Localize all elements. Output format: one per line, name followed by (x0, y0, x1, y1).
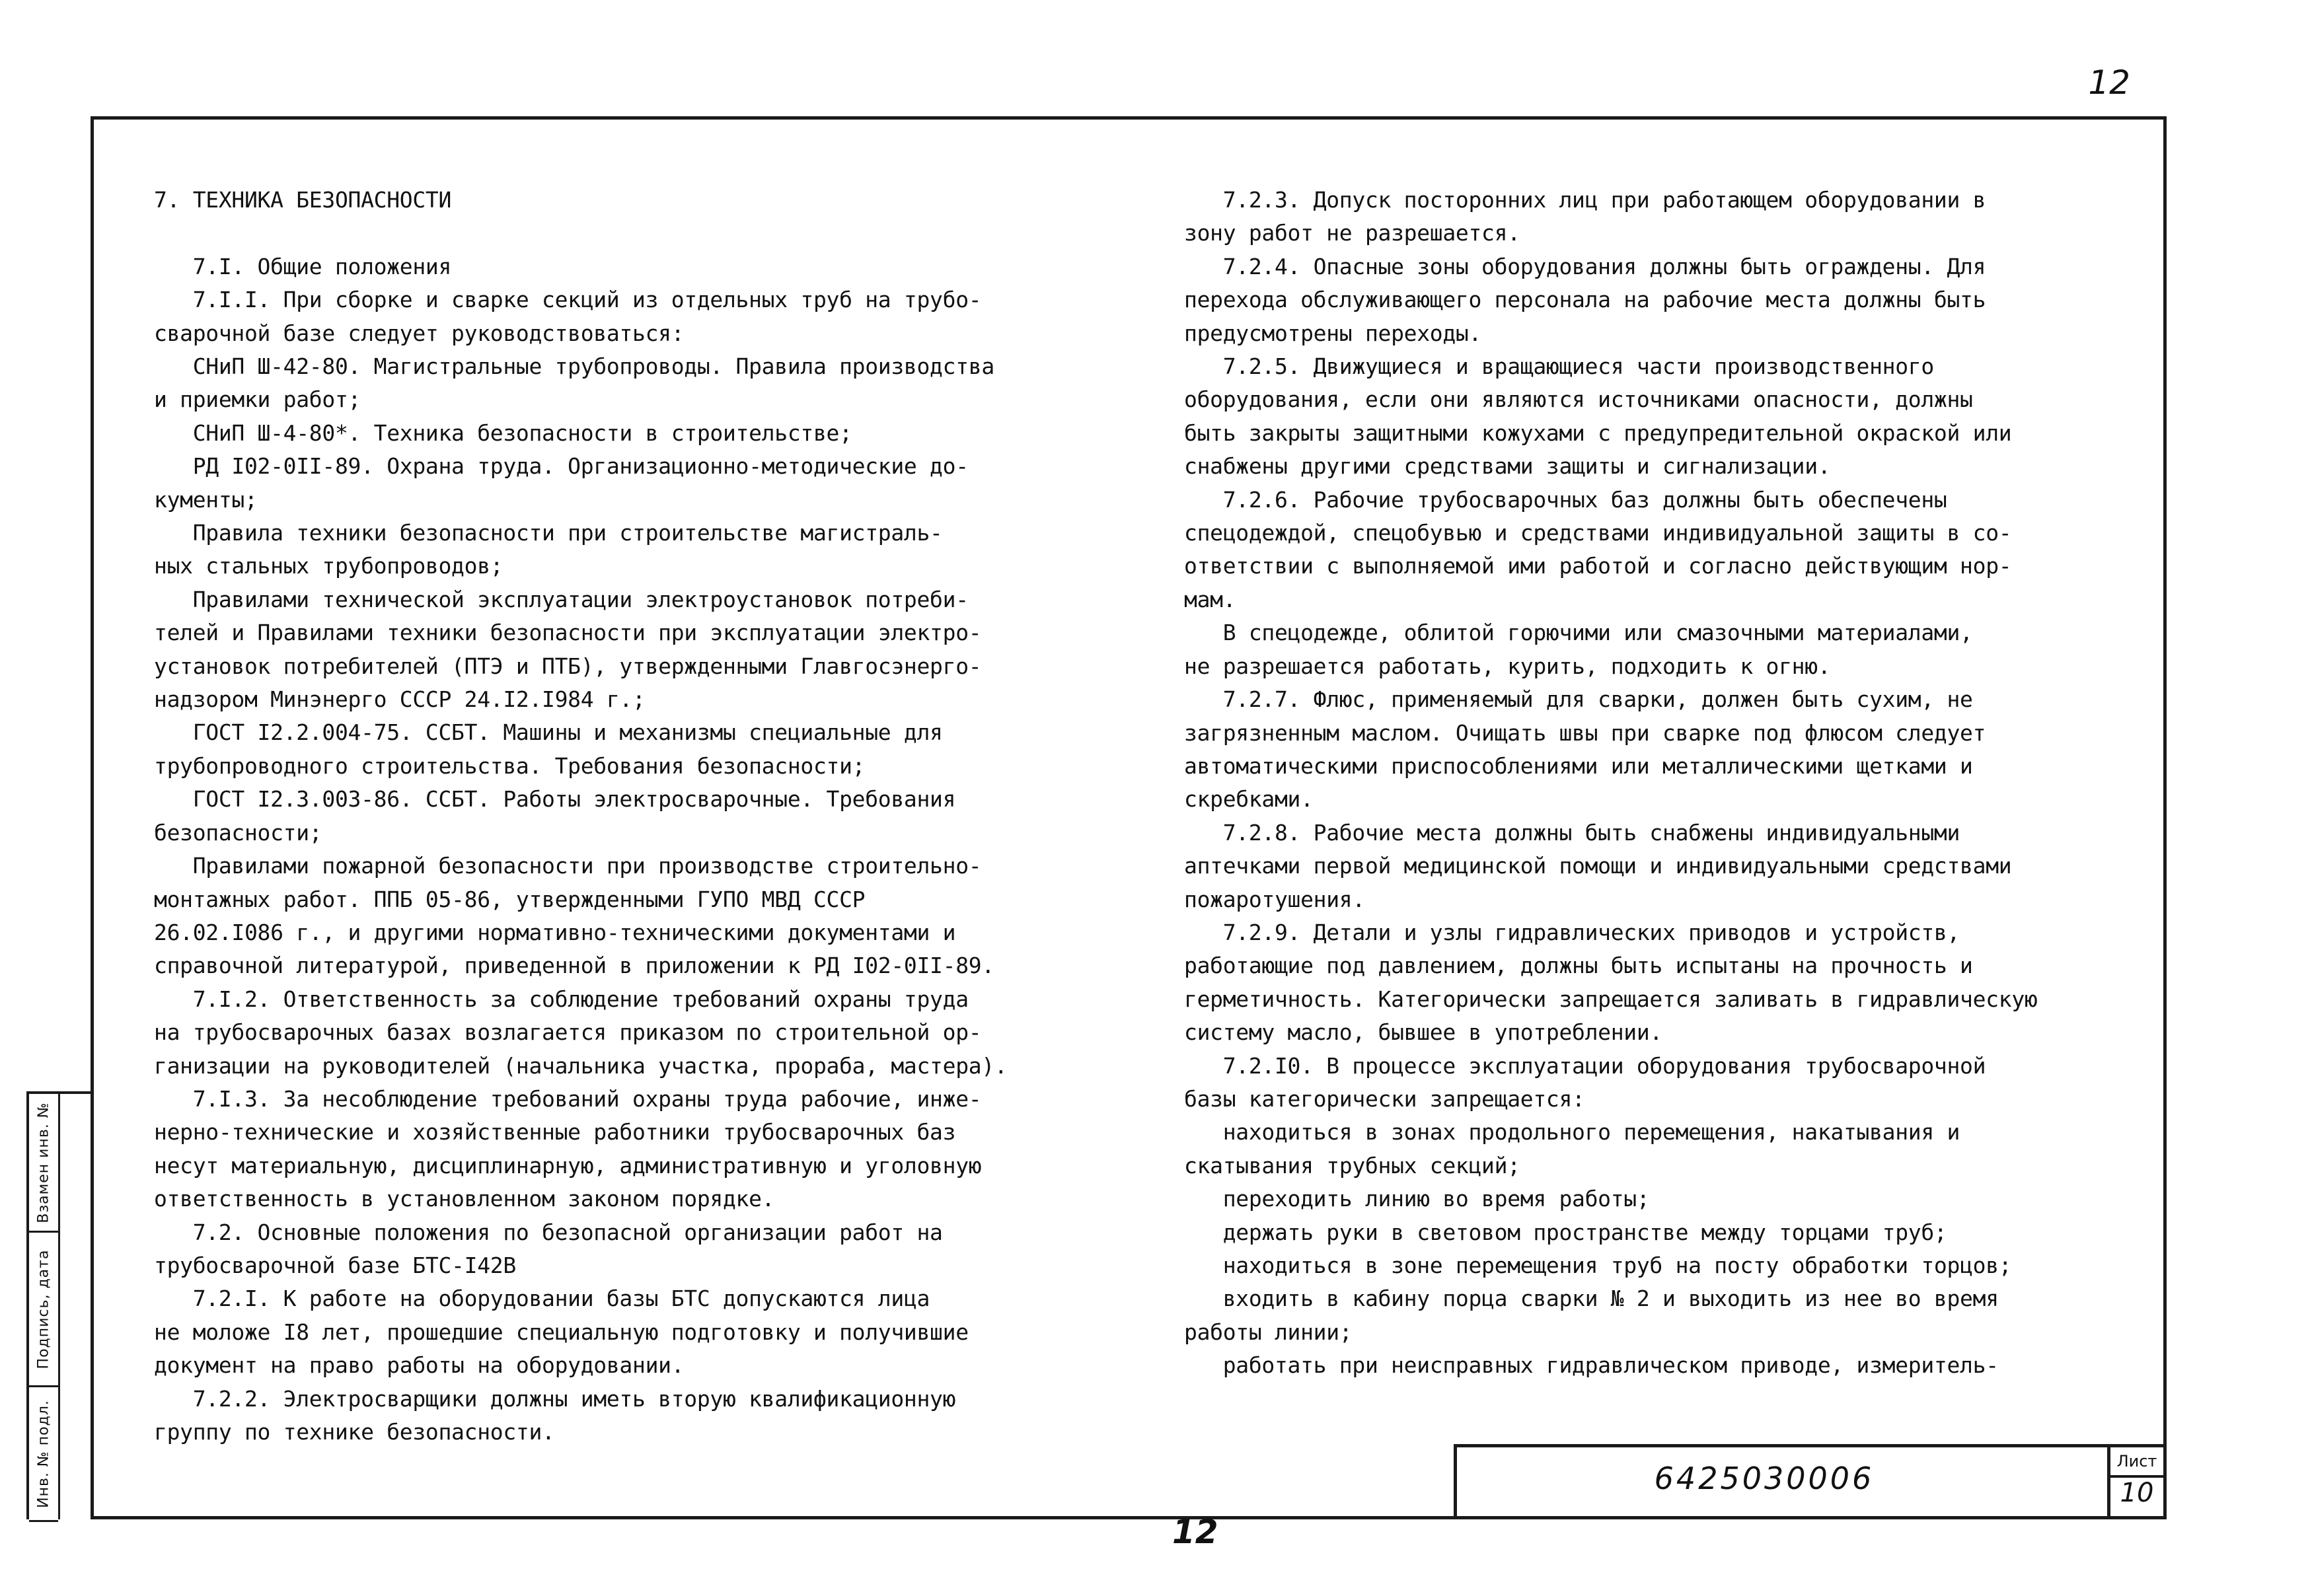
left-column-line: не моложе I8 лет, прошедшие специальную подготовку и получившие (154, 1319, 969, 1345)
right-column-line: систему масло, бывшее в употреблении. (1184, 1019, 1663, 1046)
right-column-line: пожаротушения. (1184, 886, 1365, 912)
left-column-line: трубосварочной базе БТС-I42В (154, 1252, 516, 1278)
right-column-line: не разрешается работать, курить, подходить к огню. (1184, 653, 1831, 679)
side-label-replacement: Взамен инв. № (35, 1101, 52, 1223)
document-code: 6425030006 (1654, 1461, 1875, 1496)
right-column-line: 7.2.6. Рабочие трубосварочных баз должны быть обеспечены (1184, 486, 1947, 513)
left-column-line: 7.I.I. При сборке и сварке секций из отдельных труб на трубо- (154, 287, 982, 313)
sheet-cell (2107, 1447, 2163, 1516)
left-column-line: на трубосварочных базах возлагается приказом по строительной ор- (154, 1019, 982, 1046)
left-column-line: 7.2.I. К работе на оборудовании базы БТС допускаются лица (154, 1286, 930, 1312)
side-strip-divider (58, 1094, 60, 1519)
left-column-line: установок потребителей (ПТЭ и ПТБ), утвержденными Главгосэнерго- (154, 653, 982, 679)
left-column-line: сварочной базе следует руководствоваться: (154, 320, 685, 346)
left-column-line: Правилами пожарной безопасности при производстве строительно- (154, 853, 982, 879)
left-column-line: СНиП Ш-4-80*. Техника безопасности в строительстве; (154, 419, 852, 446)
side-label-signature: Подпись, дата (35, 1249, 52, 1369)
left-column-line: 7.I.2. Ответственность за соблюдение требований охраны труда (154, 986, 969, 1012)
left-column-line: ГОСТ I2.2.004-75. ССБТ. Машины и механизмы специальные для (154, 719, 943, 746)
left-column-line: монтажных работ. ППБ 05-86, утвержденными ГУПО МВД СССР (154, 886, 866, 912)
right-column-line: предусмотрены переходы. (1184, 320, 1482, 346)
right-column-line: 7.2.9. Детали и узлы гидравлических приводов и устройств, (1184, 919, 1960, 945)
right-column-line: загрязненным маслом. Очищать швы при сварке под флюсом следует (1184, 719, 1986, 746)
right-column-line: 7.2.5. Движущиеся и вращающиеся части производственного (1184, 353, 1934, 380)
left-column-line: ГОСТ I2.3.003-86. ССБТ. Работы электросварочные. Требования (154, 786, 956, 813)
right-column-line: быть закрыты защитными кожухами с предупредительной окраской или (1184, 419, 2012, 446)
page-bottom-number: 12 (1172, 1513, 1218, 1551)
title-block-stamp (1454, 1444, 2163, 1516)
right-column-line: спецодеждой, спецобувью и средствами индивидуальной защиты в со- (1184, 520, 2012, 546)
left-column-line: 26.02.I086 г., и другими нормативно-техническими документами и (154, 919, 956, 945)
left-column-line: безопасности; (154, 819, 322, 846)
right-column-line: перехода обслуживающего персонала на рабочие места должны быть (1184, 287, 1986, 313)
right-column-line: снабжены другими средствами защиты и сигнализации. (1184, 453, 1831, 480)
right-column-line: 7.2.4. Опасные зоны оборудования должны быть ограждены. Для (1184, 253, 1986, 279)
right-column-line: 7.2.3. Допуск посторонних лиц при работающем оборудовании в (1184, 187, 1986, 213)
left-text-column (154, 184, 1007, 1449)
left-column-line: 7. ТЕХНИКА БЕЗОПАСНОСТИ (154, 187, 452, 213)
right-column-line: В спецодежде, облитой горючими или смазочными материалами, (1184, 620, 1973, 646)
left-column-line: 7.2.2. Электросварщики должны иметь вторую квалификационную (154, 1385, 956, 1412)
right-column-line: оборудования, если они являются источниками опасности, должны (1184, 386, 1973, 413)
left-column-line: нерно-технические и хозяйственные работники трубосварочных баз (154, 1119, 956, 1145)
right-column-line: базы категорически запрещается: (1184, 1085, 1585, 1112)
right-column-line: аптечками первой медицинской помощи и индивидуальными средствами (1184, 853, 2012, 879)
right-column-line: работающие под давлением, должны быть испытаны на прочность и (1184, 953, 1973, 979)
right-column-line: держать руки в световом пространстве между торцами труб; (1184, 1219, 1947, 1245)
left-column-line: ганизации на руководителей (начальника участка, прораба, мастера). (154, 1052, 1008, 1079)
left-column-line: ных стальных трубопроводов; (154, 553, 503, 579)
sheet-label: Лист (2110, 1447, 2163, 1478)
right-column-line: скребками. (1184, 786, 1314, 813)
left-column-line: несут материальную, дисциплинарную, административную и уголовную (154, 1152, 982, 1179)
right-column-line: 7.2.8. Рабочие места должны быть снабжены индивидуальными (1184, 819, 1960, 846)
right-column-line: переходить линию во время работы; (1184, 1186, 1650, 1212)
left-column-line: 7.I. Общие положения (154, 253, 452, 279)
left-column-line: СНиП Ш-42-80. Магистральные трубопроводы. Правила производства (154, 353, 994, 380)
right-column-line: работать при неисправных гидравлическом приводе, измеритель- (1184, 1352, 1999, 1379)
side-cell-signature (29, 1233, 58, 1387)
left-column-line (154, 217, 1007, 250)
left-column-line: ответственность в установленном законом порядке. (154, 1186, 775, 1212)
right-column-line: 7.2.7. Флюс, применяемый для сварки, должен быть сухим, не (1184, 686, 1973, 713)
right-column-line: находиться в зонах продольного перемещения, накатывания и (1184, 1119, 1960, 1145)
right-text-column (1184, 184, 2037, 1383)
page-corner-number: 12 (2088, 63, 2130, 102)
left-column-line: надзором Минэнерго СССР 24.I2.I984 г.; (154, 686, 646, 713)
left-column-line: справочной литературой, приведенной в приложении к РД I02-0II-89. (154, 953, 994, 979)
right-column-line: автоматическими приспособлениями или металлическими щетками и (1184, 752, 1973, 779)
right-column-line: входить в кабину порца сварки № 2 и выходить из нее во время (1184, 1286, 1999, 1312)
left-column-line: РД I02-0II-89. Охрана труда. Организационно-методические до- (154, 453, 969, 480)
left-column-line: документ на право работы на оборудовании. (154, 1352, 685, 1379)
side-label-inventory: Инв. № подл. (35, 1399, 52, 1508)
left-column-line: 7.I.3. За несоблюдение требований охраны труда рабочие, инже- (154, 1085, 982, 1112)
right-column-line: работы линии; (1184, 1319, 1353, 1345)
sheet-number: 10 (2120, 1478, 2154, 1508)
left-column-line: и приемки работ; (154, 386, 361, 413)
left-column-line: телей и Правилами техники безопасности при эксплуатации электро- (154, 620, 982, 646)
right-column-line: герметичность. Категорически запрещается заливать в гидравлическую (1184, 986, 2038, 1012)
left-column-line: трубопроводного строительства. Требования безопасности; (154, 752, 866, 779)
left-column-line: Правила техники безопасности при строительстве магистраль- (154, 520, 943, 546)
side-cell-inventory (29, 1387, 58, 1522)
side-cell-replacement (29, 1094, 58, 1233)
left-column-line: 7.2. Основные положения по безопасной организации работ на (154, 1219, 943, 1245)
left-column-line: кументы; (154, 486, 258, 513)
left-column-line: группу по технике безопасности. (154, 1419, 555, 1445)
right-column-line: находиться в зоне перемещения труб на посту обработки торцов; (1184, 1252, 2012, 1278)
right-column-line: мам. (1184, 586, 1236, 612)
side-approval-strip (26, 1091, 91, 1519)
right-column-line: зону работ не разрешается. (1184, 220, 1520, 246)
left-column-line: Правилами технической эксплуатации электроустановок потреби- (154, 586, 969, 612)
right-column-line: 7.2.I0. В процессе эксплуатации оборудования трубосварочной (1184, 1052, 1986, 1079)
right-column-line: скатывания трубных секций; (1184, 1152, 1520, 1179)
right-column-line: ответствии с выполняемой ими работой и согласно действующим нор- (1184, 553, 2012, 579)
